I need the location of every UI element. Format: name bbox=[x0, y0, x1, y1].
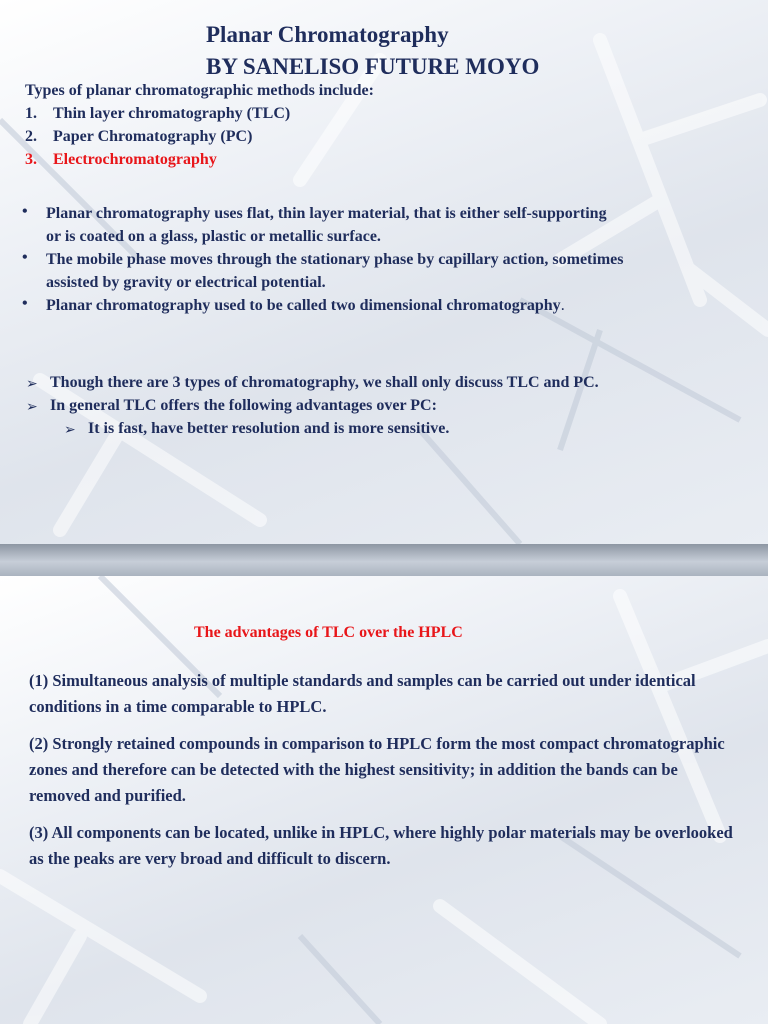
bullet-text: assisted by gravity or electrical potential. bbox=[46, 274, 326, 291]
arrow-text: It is fast, have better resolution and is more sensitive. bbox=[88, 420, 450, 437]
bullet-dot-icon: • bbox=[22, 203, 28, 220]
list-item: Thin layer chromatography (TLC) bbox=[53, 105, 291, 122]
arrow-right-icon: ➢ bbox=[64, 423, 76, 438]
bullet-text-period: . bbox=[560, 297, 565, 314]
slide-title: Planar Chromatography bbox=[206, 22, 449, 47]
intro-text: Types of planar chromatographic methods include: bbox=[25, 82, 374, 99]
paragraph: (2) Strongly retained compounds in comparison to HPLC form the most compact chromatographic zones and therefore can be detected with the highest sensitivity; in addition the bands can be removed and purified. bbox=[29, 734, 725, 805]
slide-divider bbox=[0, 544, 768, 576]
arrow-right-icon: ➢ bbox=[26, 400, 38, 415]
bullet-text: or is coated on a glass, plastic or metallic surface. bbox=[46, 228, 381, 245]
bullet-text: Planar chromatography uses flat, thin layer material, that is either self-supporting bbox=[46, 205, 607, 222]
section-heading: The advantages of TLC over the HPLC bbox=[194, 624, 463, 641]
bullet-dot-icon: • bbox=[22, 249, 28, 266]
bullet-text: The mobile phase moves through the stationary phase by capillary action, sometimes bbox=[46, 251, 624, 268]
slide-author: BY SANELISO FUTURE MOYO bbox=[206, 54, 540, 79]
paragraph: (3) All components can be located, unlike in HPLC, where highly polar materials may be overlooked as the peaks are very broad and difficult to discern. bbox=[29, 823, 733, 868]
list-item: Electrochromatography bbox=[53, 151, 217, 168]
arrow-text: In general TLC offers the following advantages over PC: bbox=[50, 397, 437, 414]
paragraph: (1) Simultaneous analysis of multiple standards and samples can be carried out under identical conditions in a time comparable to HPLC. bbox=[29, 671, 696, 716]
bullet-dot-icon: • bbox=[22, 295, 28, 312]
bullet-text-main: Planar chromatography used to be called two dimensional chromatography bbox=[46, 297, 561, 314]
list-item: Paper Chromatography (PC) bbox=[53, 128, 253, 145]
slide-2 bbox=[0, 576, 768, 1024]
list-number: 1. bbox=[25, 105, 37, 122]
arrow-right-icon: ➢ bbox=[26, 377, 38, 392]
bullet-text bbox=[46, 297, 565, 315]
list-number: 2. bbox=[25, 128, 37, 145]
list-number: 3. bbox=[25, 151, 37, 168]
arrow-text: Though there are 3 types of chromatography, we shall only discuss TLC and PC. bbox=[50, 374, 599, 391]
